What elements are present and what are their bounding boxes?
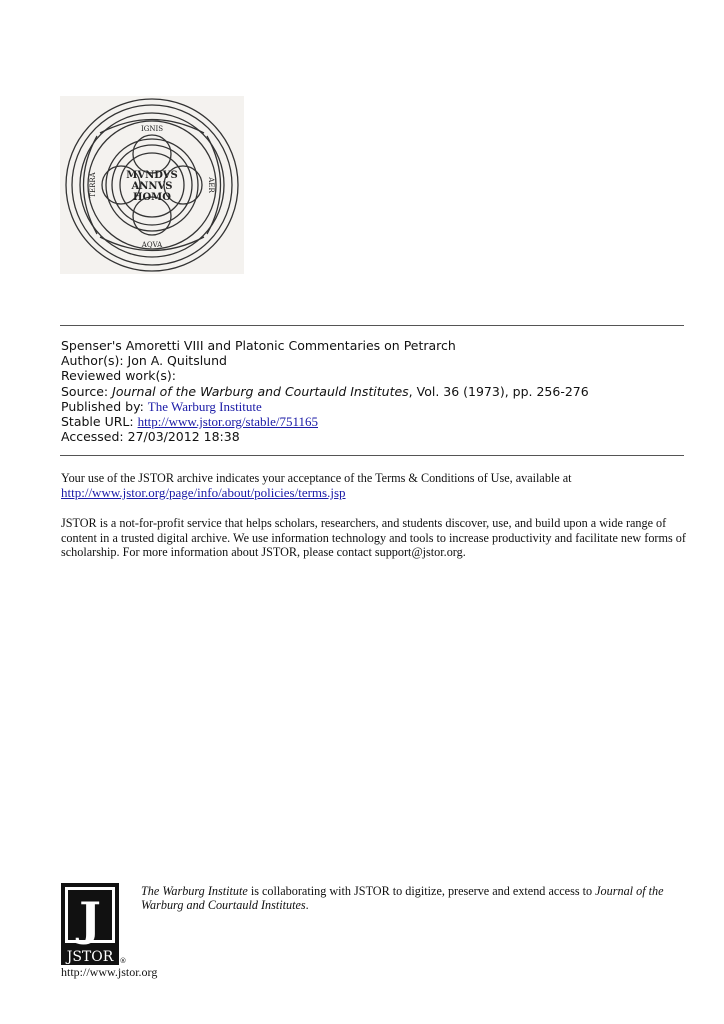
accessed-line xyxy=(61,429,685,444)
stable-url-link[interactable]: http://www.jstor.org/stable/751165 xyxy=(137,414,318,430)
terms-notice xyxy=(61,471,687,560)
authors-label: Author(s): xyxy=(61,353,124,369)
source-journal: Journal of the Warburg and Courtauld Institutes xyxy=(112,383,409,399)
registered-mark: ® xyxy=(119,957,127,965)
accessed-label: Accessed: xyxy=(61,429,124,445)
article-title: Spenser's Amoretti VIII and Platonic Commentaries on Petrarch xyxy=(61,338,456,353)
emblem-center-line-1: MVNDVS xyxy=(126,170,178,181)
cover-emblem xyxy=(60,96,244,274)
authors-line xyxy=(61,353,685,368)
source-details: , Vol. 36 (1973), pp. 256-276 xyxy=(408,383,589,399)
article-metadata xyxy=(61,338,685,444)
jstor-url[interactable]: http://www.jstor.org xyxy=(61,965,158,979)
stable-url-label: Stable URL: xyxy=(61,414,134,430)
jstor-logo xyxy=(61,883,125,965)
publisher-line xyxy=(61,399,685,414)
collaboration-notice xyxy=(141,884,686,912)
stable-url-line xyxy=(61,414,685,429)
emblem-top-label: IGNIS xyxy=(140,125,164,133)
terms-text: Your use of the JSTOR archive indicates your acceptance of the Terms & Conditions of Use, available at xyxy=(61,471,572,485)
emblem-center-line-2: ANNVS xyxy=(131,181,173,192)
reviewed-works-line: Reviewed work(s): xyxy=(61,368,176,384)
jstor-description: JSTOR is a not-for-profit service that helps scholars, researchers, and students discover, use, and build upon a wide range of content in a trusted digital archive. We use information technology and tools to increase productivity and facilitate new forms of scholarship. For more information about JSTOR, please contact support@jstor.org. xyxy=(61,516,686,560)
footer-end: . xyxy=(305,898,309,912)
footer-publisher: The Warburg Institute xyxy=(141,884,248,898)
source-line xyxy=(61,384,685,399)
publisher-link[interactable]: The Warburg Institute xyxy=(147,398,262,414)
emblem-left-label: TERRA xyxy=(89,172,97,198)
source-label: Source: xyxy=(61,383,109,399)
terms-link[interactable]: http://www.jstor.org/page/info/about/policies/terms.jsp xyxy=(61,484,346,500)
authors-value: Jon A. Quitslund xyxy=(127,353,227,369)
mundus-annus-homo-diagram xyxy=(60,96,244,274)
footer-text: is collaborating with JSTOR to digitize, preserve and extend access to xyxy=(247,884,596,898)
accessed-value: 27/03/2012 18:38 xyxy=(127,429,240,445)
bottom-divider xyxy=(60,455,684,456)
emblem-bottom-label: AQVA xyxy=(141,241,163,249)
top-divider xyxy=(60,325,684,326)
svg-text:J: J xyxy=(79,892,101,946)
jstor-logo-text: JSTOR xyxy=(66,949,114,965)
footer-journal: Journal of the Warburg and Courtauld Institutes xyxy=(141,884,664,912)
emblem-right-label: AER xyxy=(207,177,215,193)
publisher-label: Published by: xyxy=(61,398,144,414)
emblem-center-line-3: HOMO xyxy=(133,192,171,203)
